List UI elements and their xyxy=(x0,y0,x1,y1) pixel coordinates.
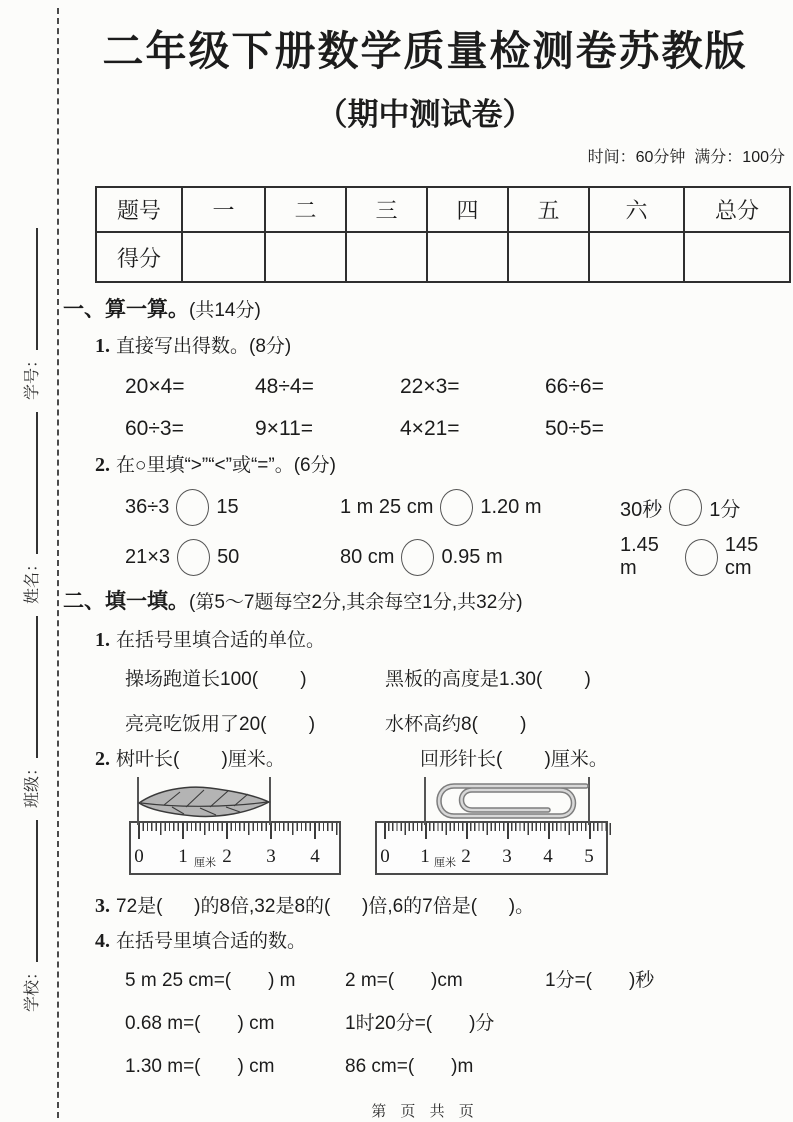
question-text: 在括号里填合适的数。 xyxy=(116,931,307,953)
ruler-tick-label: 4 xyxy=(543,846,553,868)
page-title: 二年级下册数学质量检测卷苏教版 xyxy=(102,28,748,74)
math-expression: 4×21= xyxy=(400,417,460,441)
math-expression: 20×4= xyxy=(125,375,185,399)
student-number-label: 学号： xyxy=(23,351,41,400)
unit-fill-item: 黑板的高度是1.30( ) xyxy=(385,669,591,691)
measurement-figures xyxy=(63,775,787,881)
name-label: 姓名： xyxy=(23,555,41,604)
compare-left: 1.45 m xyxy=(620,534,659,580)
number-fill-row xyxy=(63,969,787,992)
math-expression: 60÷3= xyxy=(125,417,184,441)
compare-right: 145 cm xyxy=(724,534,759,580)
unit-fill-item: 水杯高约8( ) xyxy=(385,714,527,736)
score-table xyxy=(95,186,791,283)
compare-left: 1 m 25 cm xyxy=(340,495,434,518)
page-subtitle: （期中测试卷） xyxy=(316,97,534,133)
unit-fill-row xyxy=(63,713,787,736)
ruler-cm-ticks xyxy=(138,823,338,839)
dashed-cut-line xyxy=(57,8,59,1118)
section2-q4-heading xyxy=(63,930,787,953)
comparison-item xyxy=(340,539,620,576)
compare-right: 1分 xyxy=(709,498,741,521)
score-header-cell: 五 xyxy=(508,187,589,232)
score-header-cell: 六 xyxy=(589,187,684,232)
leaf-caption xyxy=(63,748,385,771)
class-label: 班级： xyxy=(23,759,41,808)
score-empty-cell xyxy=(508,232,589,282)
number-fill-item: 1时20分=( )分 xyxy=(345,1013,495,1035)
question-note: (8分) xyxy=(249,336,292,358)
unit-fill-item: 亮亮吃饭用了20( ) xyxy=(125,714,316,736)
ruler-tick-label: 2 xyxy=(461,846,471,868)
score-header-cell: 二 xyxy=(265,187,346,232)
score-empty-cell xyxy=(265,232,346,282)
comparison-circle xyxy=(176,489,209,526)
leaf-figure xyxy=(129,775,341,875)
question-text: 在括号里填合适的单位。 xyxy=(116,630,326,652)
ruler-tick-label: 3 xyxy=(502,846,512,868)
comparison-item xyxy=(125,489,340,526)
section2-q1-heading xyxy=(63,629,787,652)
comparison-circle xyxy=(401,539,434,576)
number-fill-item: 0.68 m=( ) cm xyxy=(125,1013,275,1035)
comparison-circle xyxy=(669,489,702,526)
ruler-tick-label: 0 xyxy=(134,846,144,868)
number-fill-item: 2 m=( )cm xyxy=(345,970,463,992)
oral-math-row xyxy=(63,416,787,442)
section1-q1-heading xyxy=(63,335,787,358)
section1-heading xyxy=(63,297,787,323)
question-number: 1. xyxy=(95,335,110,358)
section2-q3 xyxy=(63,895,787,918)
compare-right: 15 xyxy=(216,495,239,518)
number-fill-item: 1分=( )秒 xyxy=(545,970,655,992)
section2-title: 二、填一填。 xyxy=(63,590,189,614)
number-fill-row xyxy=(63,1055,787,1078)
section2-heading xyxy=(63,589,787,615)
unit-fill-row xyxy=(63,668,787,691)
paperclip-illustration xyxy=(420,778,592,824)
student-number-blank-line xyxy=(23,228,38,350)
score-header-cell: 三 xyxy=(346,187,427,232)
ruler-unit-label: 厘米 xyxy=(194,857,216,870)
number-fill-item: 5 m 25 cm=( ) m xyxy=(125,970,296,992)
compare-right: 50 xyxy=(217,545,240,568)
name-blank-line xyxy=(23,412,38,554)
compare-right: 1.20 m xyxy=(480,495,542,518)
number-fill-item: 86 cm=( )m xyxy=(345,1056,474,1078)
math-expression: 48÷4= xyxy=(255,375,314,399)
math-expression: 9×11= xyxy=(255,417,314,441)
ruler-tick-label: 1 xyxy=(420,846,430,868)
ruler-tick-label: 0 xyxy=(380,846,390,868)
question-note: (6分) xyxy=(293,455,336,477)
compare-right: 0.95 m xyxy=(441,545,503,568)
question-number: 2. xyxy=(95,454,110,477)
ruler-tick-label: 2 xyxy=(222,846,232,868)
comparison-row xyxy=(63,485,787,529)
paperclip-caption: 回形针长( )厘米。 xyxy=(420,749,608,771)
question-text: 直接写出得数。 xyxy=(116,336,250,358)
ruler-cm-ticks xyxy=(384,823,612,839)
paperclip-figure xyxy=(375,775,608,875)
question-text: 在○里填“>”“<”或“=”。 xyxy=(116,455,294,477)
question-text: 72是( )的8倍,32是8的( )倍,6的7倍是( )。 xyxy=(116,896,535,918)
paperclip-ruler xyxy=(375,821,608,875)
question-number: 3. xyxy=(95,895,110,918)
oral-math-row xyxy=(63,374,787,400)
number-fill-item: 1.30 m=( ) cm xyxy=(125,1056,275,1078)
math-expression: 50÷5= xyxy=(545,417,604,441)
exam-body xyxy=(63,14,787,1121)
school-blank-line xyxy=(23,820,38,962)
comparison-row xyxy=(63,535,787,579)
leaf-caption-text: 树叶长( )厘米。 xyxy=(116,749,285,771)
compare-left: 36÷3 xyxy=(125,495,170,518)
unit-fill-item: 操场跑道长100( ) xyxy=(125,669,307,691)
question-number: 4. xyxy=(95,930,110,953)
compare-left: 21×3 xyxy=(125,545,171,568)
leaf-ruler xyxy=(129,821,341,875)
score-empty-cell xyxy=(684,232,790,282)
comparison-item xyxy=(340,489,620,526)
section1-q2-heading xyxy=(63,454,787,477)
comparison-item xyxy=(125,539,340,576)
score-row-label: 得分 xyxy=(96,232,182,282)
question-number: 1. xyxy=(95,629,110,652)
section2-q2-captions xyxy=(63,748,787,771)
score-header-cell: 四 xyxy=(427,187,508,232)
ruler-tick-label: 4 xyxy=(310,846,320,868)
section2-note: (第5～7题每空2分,其余每空1分,共32分) xyxy=(189,592,523,614)
score-header-cell: 题号 xyxy=(96,187,182,232)
ruler-tick-label: 3 xyxy=(266,846,276,868)
ruler-tick-label: 1 xyxy=(178,846,188,868)
number-fill-row xyxy=(63,1012,787,1035)
score-empty-cell xyxy=(346,232,427,282)
comparison-circle xyxy=(685,539,718,576)
page-footer: 第 页 共 页 xyxy=(371,1103,479,1121)
section1-title: 一、算一算。 xyxy=(63,298,189,322)
comparison-circle xyxy=(177,539,210,576)
score-empty-cell xyxy=(427,232,508,282)
score-header-cell: 总分 xyxy=(684,187,790,232)
ruler-tick-label: 5 xyxy=(584,846,594,868)
comparison-item xyxy=(620,489,787,526)
math-expression: 22×3= xyxy=(400,375,460,399)
comparison-circle xyxy=(440,489,473,526)
question-number: 2. xyxy=(95,748,110,771)
compare-left: 80 cm xyxy=(340,545,395,568)
score-empty-cell xyxy=(589,232,684,282)
compare-left: 30秒 xyxy=(620,498,663,521)
leaf-illustration xyxy=(136,781,272,821)
class-blank-line xyxy=(23,616,38,758)
math-expression: 66÷6= xyxy=(545,375,604,399)
school-label: 学校： xyxy=(23,963,41,1012)
comparison-item xyxy=(620,534,787,580)
ruler-unit-label: 厘米 xyxy=(434,857,456,870)
section1-note: (共14分) xyxy=(189,300,261,322)
score-header-cell: 一 xyxy=(182,187,265,232)
score-empty-cell xyxy=(182,232,265,282)
time-score-meta: 时间：60分钟 满分：100分 xyxy=(587,149,785,167)
student-info-sidebar xyxy=(10,82,50,1012)
